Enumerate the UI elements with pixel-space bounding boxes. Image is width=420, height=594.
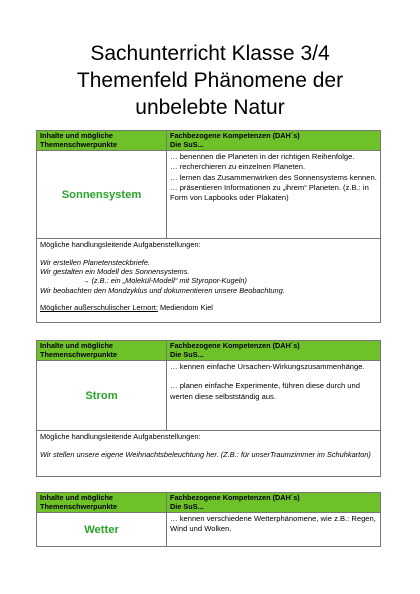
lernort-label: Möglicher außerschulischer Lernort: [40, 303, 158, 313]
lernort-value: Mediendom Kiel [159, 303, 213, 313]
header-inhalte-line-1: Inhalte und mögliche [40, 493, 113, 502]
task-item: Wir beobachten den Mondzyklus und dokumentieren unsere Beobachtung. [40, 285, 285, 295]
competence-item: … recherchieren zu einzelnen Planeten. [170, 162, 306, 172]
header-kompetenzen-line-1: Fachbezogene Kompetenzen (DAH´s) [170, 131, 300, 140]
competence-item: … kennen einfache Ursachen-Wirkungszusammenhänge. [170, 362, 365, 372]
tasks-strom [37, 431, 381, 477]
tasks-sonnensystem [37, 239, 381, 323]
header-kompetenzen [167, 131, 381, 151]
header-kompetenzen-line-1: Fachbezogene Kompetenzen (DAH´s) [170, 341, 300, 350]
page-title [0, 40, 420, 121]
header-kompetenzen-line-2: Die SuS... [170, 501, 204, 511]
topic-wetter: Wetter [37, 513, 167, 547]
header-kompetenzen [167, 493, 381, 513]
tasks-intro: Mögliche handlungsleitende Aufgabenstellungen: [40, 240, 201, 250]
task-item: Wir erstellen Planetensteckbriefe. [40, 257, 151, 267]
header-kompetenzen-line-2: Die SuS... [170, 139, 204, 149]
header-inhalte [37, 341, 167, 361]
competence-item: … kennen verschiedene Wetterphänomene, wie z.B.: Regen, Wind und Wolken. [170, 514, 376, 534]
competences-strom [167, 361, 381, 431]
competence-item: … präsentieren Informationen zu „ihrem“ Planeten. (z.B.: in Form von Lapbooks oder Plakaten) [170, 182, 369, 202]
header-inhalte-line-1: Inhalte und mögliche [40, 131, 113, 140]
header-kompetenzen-line-1: Fachbezogene Kompetenzen (DAH´s) [170, 493, 300, 502]
table-sonnensystem [36, 130, 381, 323]
task-item: → (z.B.: ein „Molekül-Modell“ mit Styropor-Kugeln) [82, 276, 247, 286]
task-item: Wir gestalten ein Modell des Sonnensystems. [40, 267, 190, 276]
topic-sonnensystem: Sonnensystem [37, 151, 167, 239]
header-inhalte-line-1: Inhalte und mögliche [40, 341, 113, 350]
task-item: Wir stellen unsere eigene Weihnachtsbeleuchtung her. (Z.B.: für unserTraumzimmer im Schuhkarton) [40, 449, 371, 459]
table-wetter [36, 492, 381, 547]
header-inhalte-line-2: Themenschwerpunkte [40, 501, 118, 511]
title-line-1: Sachunterricht Klasse 3/4 [90, 42, 330, 65]
competence-item: … planen einfache Experimente, führen diese durch und werten diese selbstständig aus. [170, 381, 360, 401]
header-inhalte [37, 493, 167, 513]
competences-wetter [167, 513, 381, 547]
header-kompetenzen [167, 341, 381, 361]
lernort [40, 303, 377, 312]
competences-sonnensystem [167, 151, 381, 239]
header-kompetenzen-line-2: Die SuS... [170, 349, 204, 359]
tasks-intro: Mögliche handlungsleitende Aufgabenstellungen: [40, 432, 201, 442]
competence-item: … benennen die Planeten in der richtigen Reihenfolge. [170, 152, 355, 162]
title-line-3: unbelebte Natur [135, 96, 285, 119]
title-line-2: Themenfeld Phänomene der [76, 69, 344, 92]
header-inhalte-line-2: Themenschwerpunkte [40, 349, 118, 359]
header-inhalte-line-2: Themenschwerpunkte [40, 139, 118, 149]
competence-item: … lernen das Zusammenwirken des Sonnensystems kennen. [170, 172, 377, 182]
header-inhalte [37, 131, 167, 151]
topic-strom: Strom [37, 361, 167, 431]
table-strom [36, 340, 381, 477]
